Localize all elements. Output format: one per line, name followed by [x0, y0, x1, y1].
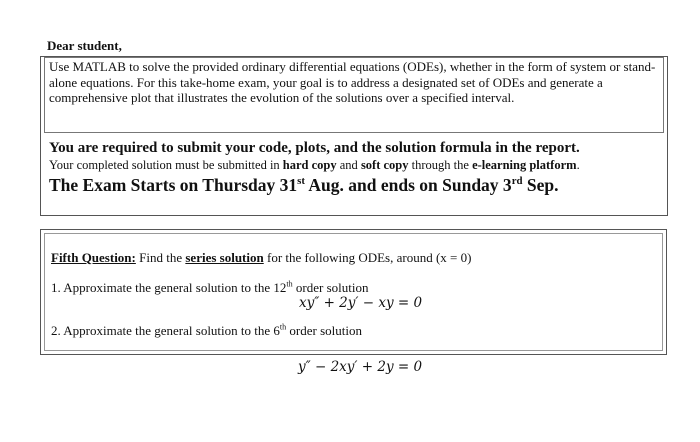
question-label: Fifth Question:: [51, 250, 136, 265]
item-2-equation: y″ − 2xy′ + 2y = 0: [298, 359, 423, 375]
exam-part3: Sep.: [522, 175, 559, 195]
item-1-pre: 1. Approximate the general solution to the 12: [51, 280, 287, 295]
intro-paragraph: Use MATLAB to solve the provided ordinary differential equations (ODEs), whether in the form of system or stand-alone equations. For this take-home exam, your goal is to address a designated set of ODEs and generate a comprehensive plot that illustrates the evolution of the solutions over a specified interval.: [44, 57, 664, 133]
exam-info-box: [40, 56, 668, 216]
greeting: Dear student,: [47, 38, 122, 53]
question-item-1: [51, 280, 369, 296]
requirement-heading: You are required to submit your code, plots, and the solution formula in the report.: [49, 140, 580, 156]
submission-hard: hard copy: [282, 158, 337, 172]
question-emphasis: series solution: [185, 250, 264, 265]
question-item-2: [51, 323, 362, 339]
item-1-sup: th: [286, 279, 293, 289]
item-1-equation: xy″ + 2y′ − xy = 0: [299, 295, 423, 311]
item-1-post: order solution: [292, 280, 369, 295]
question-text-after: for the following ODEs, around (x = 0): [263, 250, 472, 265]
submission-prefix: Your completed solution must be submitted in: [49, 158, 283, 172]
submission-end: .: [576, 158, 580, 172]
exam-part1: The Exam Starts on Thursday 31: [49, 175, 298, 195]
exam-part2: Aug. and ends on Sunday 3: [304, 175, 512, 195]
submission-soft: soft copy: [360, 158, 409, 172]
item-2-sup: th: [279, 322, 287, 332]
item-2-pre: 2. Approximate the general solution to the 6: [51, 323, 280, 338]
submission-through: through the: [408, 158, 473, 172]
question-inner-box: [44, 233, 663, 351]
submission-and: and: [336, 158, 361, 172]
question-box: [40, 229, 667, 355]
exam-sup2: rd: [511, 175, 523, 188]
question-text-before: Find the: [135, 250, 186, 265]
question-title: [51, 250, 471, 266]
item-2-post: order solution: [286, 323, 362, 338]
submission-note: [49, 158, 580, 173]
exam-sup1: st: [297, 175, 305, 188]
submission-platform: e-learning platform: [472, 158, 577, 172]
exam-dates: [49, 175, 559, 196]
